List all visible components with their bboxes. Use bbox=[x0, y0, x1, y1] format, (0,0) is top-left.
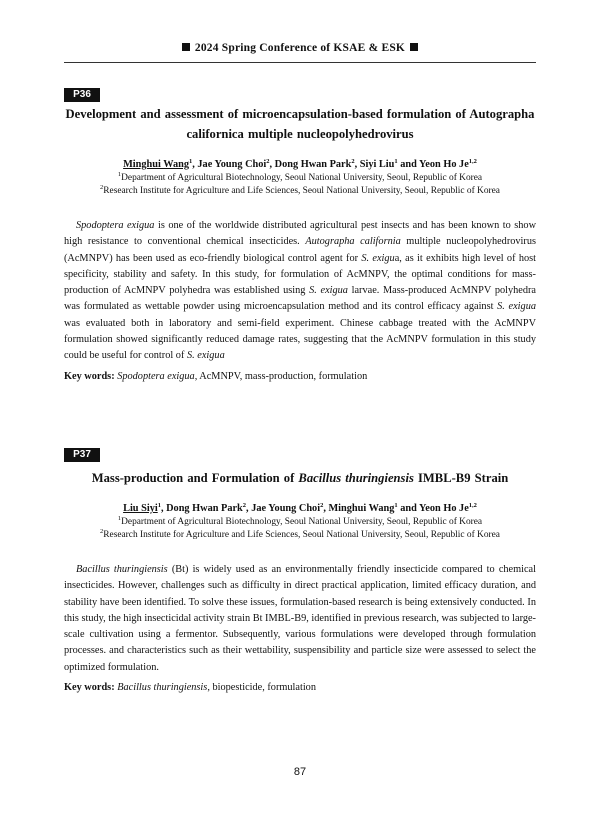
keywords bbox=[64, 681, 536, 695]
species-name: S. exigua bbox=[309, 285, 348, 297]
abstract-text: (Bt) is widely used as an environmentally friendly insecticide compared to chemical insecticides. However, challenges such as difficulty in direct practical application, limited efficacy duration, and stability have been identified. To solve these issues, formulation-based research is being extensively conducted. In this study, the high insecticidal activity strain Bt IMBL-B9, identified in previous research, was subjected to large-scale cultivation using a fermentor. Subsequently, various formulations were developed through formulation processes. and characteristics such as their wettability, suspensibility and particle size were assessed to select the optimized formulation. bbox=[64, 564, 536, 673]
presenting-author: Minghui Wang bbox=[123, 159, 189, 170]
affil-mark: 2 bbox=[320, 502, 324, 509]
affil-mark: 1 bbox=[117, 171, 122, 178]
separator: , bbox=[323, 503, 329, 514]
abstract-body bbox=[64, 218, 536, 365]
species-name: Autographa california bbox=[305, 236, 401, 248]
species-name: S. exigua bbox=[186, 350, 225, 362]
title-species: Bacillus thuringiensis bbox=[298, 471, 414, 485]
affil-mark: 2 bbox=[242, 502, 247, 509]
square-bullet-icon bbox=[182, 43, 190, 51]
affiliation-text: Department of Agricultural Biotechnology, Seoul National University, Seoul, Republic of Korea bbox=[121, 517, 483, 527]
separator: , bbox=[354, 159, 360, 170]
title-text: Mass-production and Formulation of bbox=[91, 471, 299, 485]
species-name: S. exigua bbox=[497, 301, 536, 313]
abstract-text: is one of the worldwide distributed agricultural pest insects and has been known to show high resistance to conventional chemical insecticides. bbox=[64, 220, 537, 248]
poster-badge: P36 bbox=[64, 88, 100, 102]
keyword-list: , biopesticide, formulation bbox=[207, 682, 316, 694]
affiliation-2 bbox=[64, 529, 536, 542]
affil-mark: 2 bbox=[100, 528, 104, 535]
abstract-p36 bbox=[64, 84, 536, 384]
separator: and bbox=[397, 503, 420, 514]
keyword-italic: Bacillus thuringiensis bbox=[117, 682, 208, 694]
page-number: 87 bbox=[293, 766, 307, 778]
affiliation-2 bbox=[64, 185, 536, 198]
affil-mark: 1,2 bbox=[468, 158, 477, 165]
author: Minghui Wang bbox=[328, 503, 395, 514]
abstract-text: a, as it exhibits high level of host specificity, stability and safety. In this study, for formulation of AcMNPV, the optimal conditions for mass-production of AcMNPV polyhedra was established using bbox=[64, 252, 536, 297]
affiliation-1 bbox=[64, 516, 536, 529]
affil-mark: 2 bbox=[351, 158, 355, 165]
abstract-p37 bbox=[64, 444, 536, 695]
affil-mark: 1,2 bbox=[468, 502, 477, 509]
author: Siyi Liu bbox=[359, 159, 395, 170]
conference-header bbox=[64, 42, 536, 54]
title-text: IMBL-B9 Strain bbox=[413, 471, 509, 485]
species-name: S. exigu bbox=[361, 252, 395, 264]
author: Dong Hwan Park bbox=[166, 503, 243, 514]
keywords-label: Key words: bbox=[64, 682, 115, 694]
author: Yeon Ho Je bbox=[419, 503, 469, 514]
affil-mark: 1 bbox=[189, 158, 193, 165]
separator: and bbox=[397, 159, 420, 170]
affil-mark: 2 bbox=[266, 158, 270, 165]
abstract-text: multiple nucleopolyhedrovirus (AcMNPV) has been used as eco-friendly biological control agent for bbox=[64, 236, 537, 264]
abstract-title: Development and assessment of microencapsulation-based formulation of Autographa californica multiple nucleopolyhedrovirus bbox=[65, 107, 535, 141]
author: Jae Young Choi bbox=[197, 159, 267, 170]
separator: , bbox=[246, 503, 252, 514]
species-name: Bacillus thuringiensis bbox=[76, 564, 168, 575]
separator: , bbox=[160, 503, 167, 514]
author-list bbox=[64, 158, 536, 172]
affil-mark: 1 bbox=[117, 515, 122, 522]
affiliation-text: Department of Agricultural Biotechnology, Seoul National University, Seoul, Republic of Korea bbox=[121, 173, 483, 183]
presenting-author: Liu Siyi bbox=[123, 503, 158, 514]
abstract-text: was evaluated both in laboratory and semi-field experiment. Chinese cabbage treated with the AcMNPV formulation showed significantly reduced damage rates, suggesting that the AcMNPV formulation in this study could be useful for control of bbox=[64, 317, 536, 362]
header-divider bbox=[64, 62, 536, 63]
keywords bbox=[64, 370, 536, 384]
affiliation-1 bbox=[64, 172, 536, 185]
affil-mark: 1 bbox=[394, 502, 398, 509]
abstract-body bbox=[64, 562, 536, 676]
author: Dong Hwan Park bbox=[274, 159, 352, 170]
species-name: Spodoptera exigua bbox=[76, 220, 155, 231]
affil-mark: 2 bbox=[100, 184, 104, 191]
abstract-title bbox=[64, 468, 536, 488]
abstract-text: larvae. Mass-produced AcMNPV polyhedra was formulated as wettable powder using microencapsulation method and its control efficacy against bbox=[64, 285, 536, 313]
separator: , bbox=[192, 159, 198, 170]
affil-mark: 1 bbox=[394, 158, 398, 165]
conference-title: 2024 Spring Conference of KSAE & ESK bbox=[194, 42, 406, 54]
poster-badge: P37 bbox=[64, 448, 100, 462]
author-list bbox=[64, 502, 536, 516]
author: Yeon Ho Je bbox=[419, 159, 469, 170]
author: Jae Young Choi bbox=[251, 503, 321, 514]
affiliation-text: Research Institute for Agriculture and Life Sciences, Seoul National University, Seoul, Republic of Korea bbox=[103, 186, 500, 196]
separator: , bbox=[269, 159, 275, 170]
keywords-label: Key words: bbox=[64, 370, 115, 382]
keyword-list: , AcMNPV, mass-production, formulation bbox=[194, 370, 368, 382]
keyword-italic: Spodoptera exigua bbox=[117, 370, 195, 382]
affiliation-text: Research Institute for Agriculture and Life Sciences, Seoul National University, Seoul, Republic of Korea bbox=[103, 530, 500, 540]
square-bullet-icon bbox=[410, 43, 418, 51]
affil-mark: 1 bbox=[157, 502, 161, 509]
